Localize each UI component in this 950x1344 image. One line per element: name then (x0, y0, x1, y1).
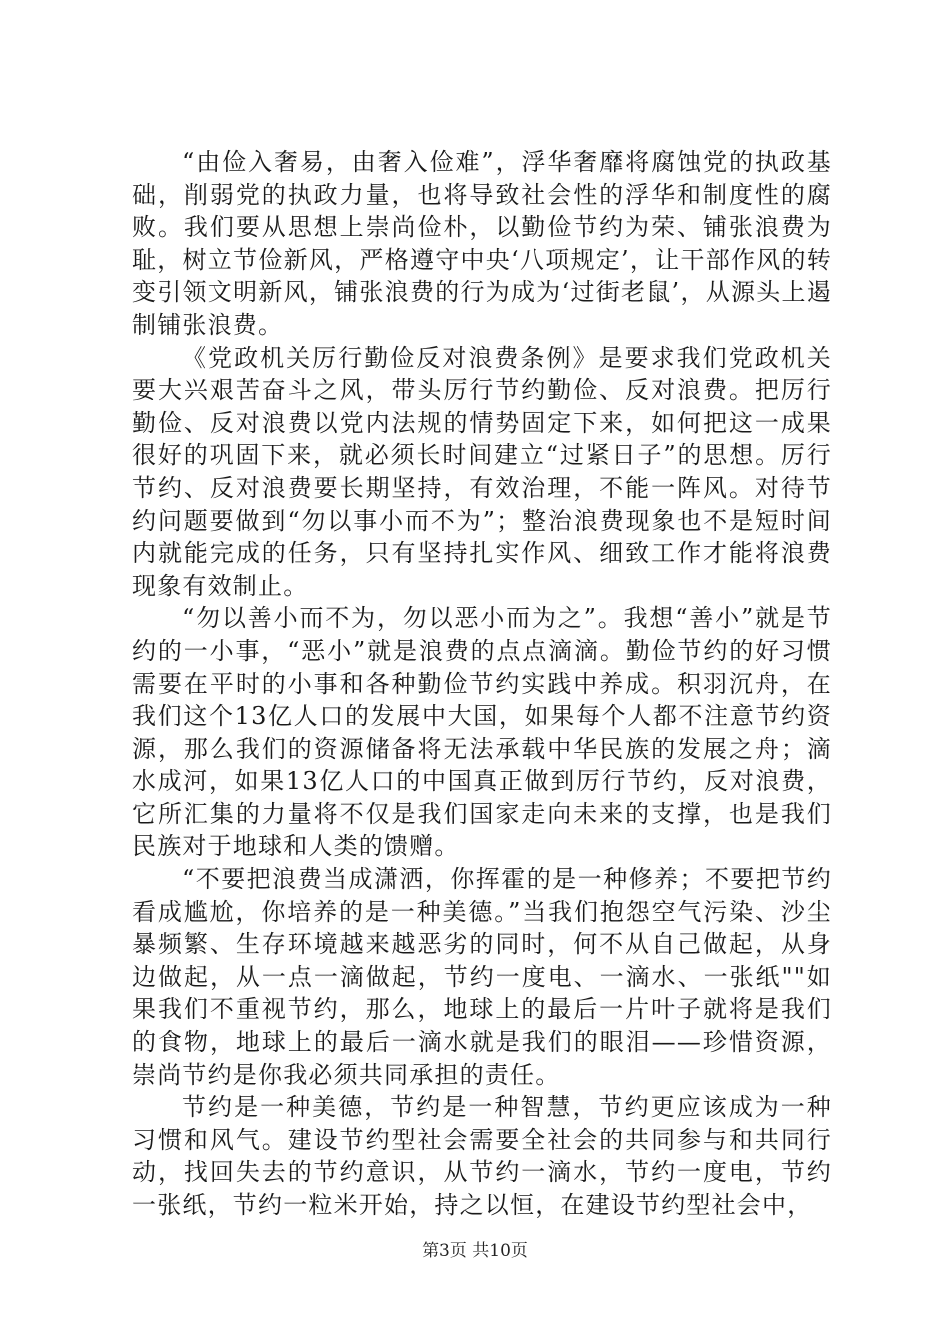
paragraph: 节约是一种美德，节约是一种智慧，节约更应该成为一种习惯和风气。建设节约型社会需要全社会的共同参与和共同行动，找回失去的节约意识，从节约一滴水，节约一度电，节约一张纸，节约一粒米开始，持之以恒，在建设节约型社会中， (132, 1093, 832, 1219)
paragraph: “勿以善小而不为，勿以恶小而为之”。我想“善小”就是节约的一小事，“恶小”就是浪费的点点滴滴。勤俭节约的好习惯需要在平时的小事和各种勤俭节约实践中养成。积羽沉舟，在我们这个13亿人口的发展中大国，如果每个人都不注意节约资源，那么我们的资源储备将无法承载中华民族的发展之舟；滴水成河，如果13亿人口的中国真正做到厉行节约，反对浪费，它所汇集的力量将不仅是我们国家走向未来的支撑，也是我们民族对于地球和人类的馈赠。 (132, 604, 832, 861)
paragraph: 《党政机关厉行勤俭反对浪费条例》是要求我们党政机关要大兴艰苦奋斗之风，带头厉行节约勤俭、反对浪费。把厉行勤俭、反对浪费以党内法规的情势固定下来，如何把这一成果很好的巩固下来，就必须长时间建立“过紧日子”的思想。厉行节约、反对浪费要长期坚持，有效治理，不能一阵风。对待节约问题要做到“勿以事小而不为”；整治浪费现象也不是短时间内就能完成的任务，只有坚持扎实作风、细致工作才能将浪费现象有效制止。 (132, 343, 832, 600)
body-text (132, 146, 832, 1222)
paragraph: “不要把浪费当成潇洒，你挥霍的是一种修养；不要把节约看成尴尬，你培养的是一种美德。”当我们抱怨空气污染、沙尘暴频繁、生存环境越来越恶劣的同时，何不从自己做起，从身边做起，从一点一滴做起，节约一度电、一滴水、一张纸""如果我们不重视节约，那么，地球上的最后一片叶子就将是我们的食物，地球上的最后一滴水就是我们的眼泪——珍惜资源，崇尚节约是你我必须共同承担的责任。 (132, 865, 832, 1089)
page-number-footer: 第3页 共10页 (422, 1241, 528, 1261)
paragraph: “由俭入奢易，由奢入俭难”，浮华奢靡将腐蚀党的执政基础，削弱党的执政力量，也将导致社会性的浮华和制度性的腐败。我们要从思想上崇尚俭朴，以勤俭节约为荣、铺张浪费为耻，树立节俭新风，严格遵守中央‘八项规定’，让干部作风的转变引领文明新风，铺张浪费的行为成为‘过街老鼠’，从源头上遏制铺张浪费。 (132, 148, 832, 339)
